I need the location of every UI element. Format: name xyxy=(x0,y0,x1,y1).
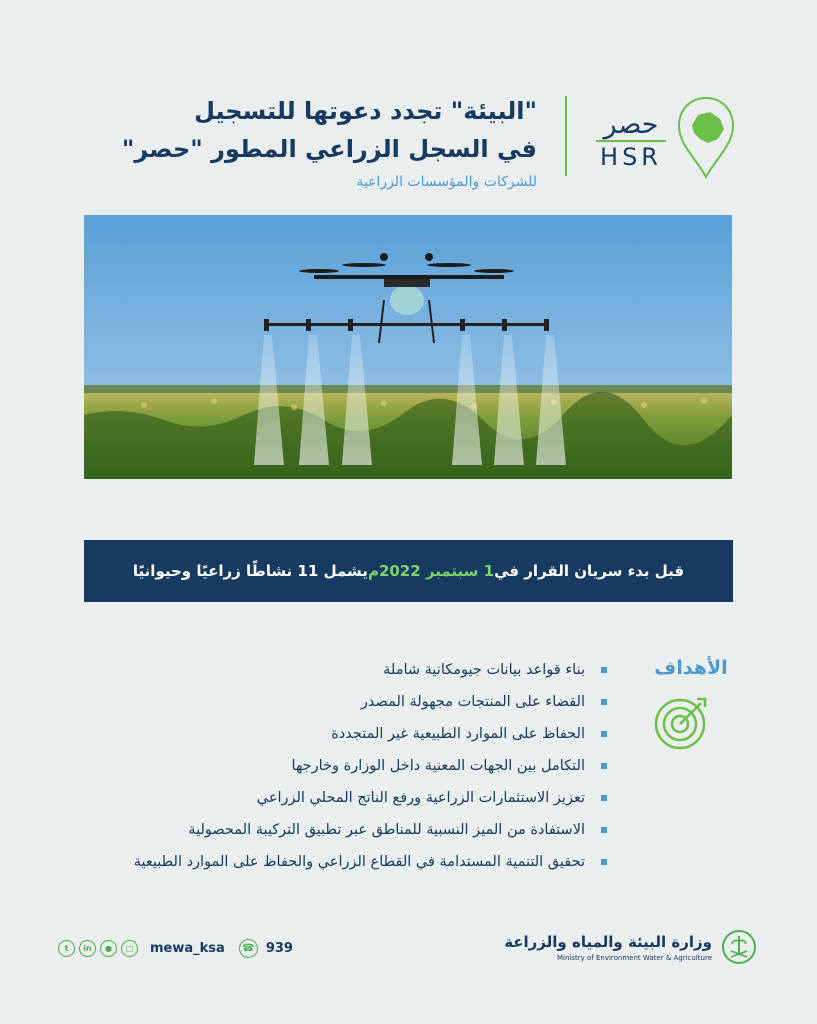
goal-text: الحفاظ على الموارد الطبيعية غير المتجددة xyxy=(331,726,585,742)
goal-text: تعزيز الاستثمارات الزراعية ورفع الناتج المحلي الزراعي xyxy=(256,790,585,806)
ministry-name xyxy=(504,932,712,964)
list-item xyxy=(47,846,607,878)
bullet xyxy=(601,731,607,737)
goal-text: التكامل بين الجهات المعنية داخل الوزارة وخارجها xyxy=(291,758,585,774)
banner-date-highlight: 1 سبتمبر 2022م xyxy=(367,562,495,580)
snapchat-icon[interactable]: ● xyxy=(100,940,117,957)
goals-title: الأهداف xyxy=(654,657,728,679)
announcement-banner xyxy=(84,540,733,602)
header-divider xyxy=(565,96,567,176)
goal-text: الاستفادة من الميز النسبية للمناطق عبر تطبيق التركيبة المحصولية xyxy=(188,822,585,838)
bullet xyxy=(601,699,607,705)
title-line-1: "البيئة" تجدد دعوتها للتسجيل xyxy=(194,97,537,125)
linkedin-icon[interactable]: in xyxy=(79,940,96,957)
goal-text: القضاء على المنتجات مجهولة المصدر xyxy=(360,694,585,710)
bullet xyxy=(601,795,607,801)
logo-arabic: حصر xyxy=(603,109,659,140)
phone-icon: ☎ xyxy=(239,939,258,958)
social-handle[interactable]: mewa_ksa xyxy=(150,940,225,956)
bullet xyxy=(601,827,607,833)
drone-field-photo xyxy=(84,215,732,479)
list-item xyxy=(47,814,607,846)
list-item xyxy=(47,654,607,686)
goals-list xyxy=(47,654,607,878)
twitter-icon[interactable]: t xyxy=(58,940,75,957)
subtitle: للشركات والمؤسسات الزراعية xyxy=(356,174,537,190)
goal-text: بناء قواعد بيانات جيومكانية شاملة xyxy=(383,662,585,678)
bullet xyxy=(601,859,607,865)
goal-text: تحقيق التنمية المستدامة في القطاع الزراعي والحفاظ على الموارد الطبيعية xyxy=(133,854,585,870)
logo-english: HSR xyxy=(596,140,666,172)
list-item xyxy=(47,686,607,718)
banner-text-part1: قبل بدء سريان القرار في xyxy=(494,562,685,580)
hsr-logo xyxy=(596,110,666,172)
bullet xyxy=(601,763,607,769)
instagram-icon[interactable]: □ xyxy=(121,940,138,957)
ministry-english: Ministry of Environment Water & Agriculture xyxy=(557,954,712,962)
phone-number[interactable]: 939 xyxy=(265,940,293,956)
footer-contact xyxy=(58,936,293,960)
banner-text-part2: يشمل 11 نشاطًا زراعيًا وحيوانيًا xyxy=(132,562,368,580)
ministry-arabic: وزارة البيئة والمياه والزراعة xyxy=(504,933,712,951)
ministry-emblem-icon xyxy=(721,929,757,965)
saudi-map-pin-icon xyxy=(676,95,736,180)
header-title-block xyxy=(77,92,537,190)
bullet xyxy=(601,667,607,673)
target-icon xyxy=(653,695,709,751)
list-item xyxy=(47,782,607,814)
title-line-2: في السجل الزراعي المطور "حصر" xyxy=(121,135,537,163)
list-item xyxy=(47,750,607,782)
list-item xyxy=(47,718,607,750)
